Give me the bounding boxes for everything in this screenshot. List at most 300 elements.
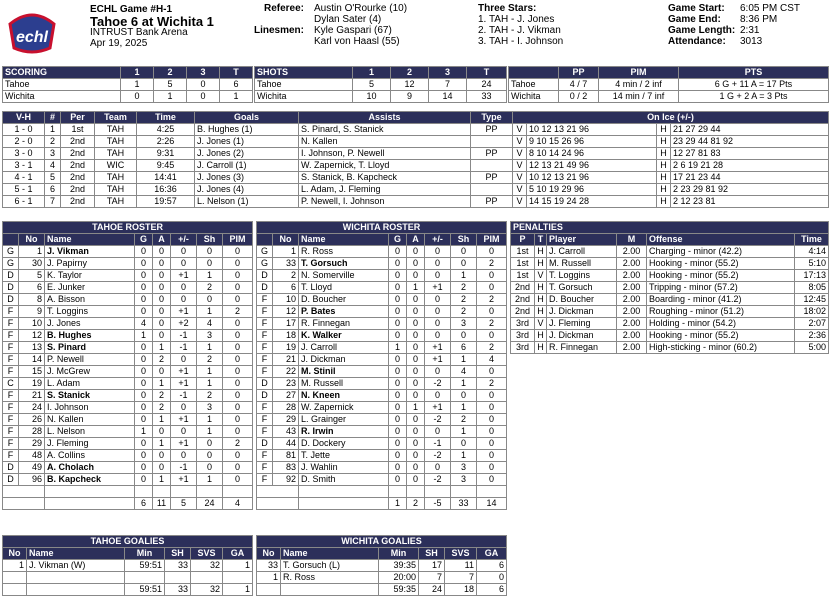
- table-cell: D: [3, 270, 19, 282]
- table-cell: PP: [471, 196, 513, 208]
- roster-row: [3, 342, 253, 354]
- table-cell: M. Stinil: [299, 366, 389, 378]
- table-cell: 2: [451, 282, 477, 294]
- table-cell: Holding - minor (54.2): [647, 318, 795, 330]
- table-cell: F: [257, 462, 273, 474]
- table-cell: 0: [135, 246, 153, 258]
- table-cell: 0: [477, 438, 507, 450]
- table-cell: Wichita: [3, 91, 121, 103]
- table-cell: 1: [389, 342, 407, 354]
- goal-row: [3, 148, 829, 160]
- table-cell: J. Vikman (W): [27, 560, 125, 572]
- table-cell: 12 13 21 49 96: [527, 160, 657, 172]
- column-header: SVS: [191, 548, 223, 560]
- table-cell: 0: [477, 390, 507, 402]
- table-cell: 0: [153, 306, 171, 318]
- column-header: [509, 67, 559, 79]
- table-cell: R. Ross: [299, 246, 389, 258]
- table-cell: 1: [197, 414, 223, 426]
- referee-1: Austin O'Rourke (10): [314, 3, 408, 14]
- table-cell: F: [257, 450, 273, 462]
- table-cell: +2: [171, 318, 197, 330]
- table-cell: 1st: [511, 258, 535, 270]
- table-cell: 43: [273, 426, 299, 438]
- table-cell: 2.00: [617, 306, 647, 318]
- table-cell: P. Newell: [45, 354, 135, 366]
- table-cell: D: [257, 438, 273, 450]
- table-cell: 0: [425, 426, 451, 438]
- table-cell: T. Loggins: [547, 270, 617, 282]
- roster-row: [257, 450, 507, 462]
- table-cell: 20:00: [379, 572, 419, 584]
- table-cell: 0: [389, 270, 407, 282]
- table-cell: 0: [153, 246, 171, 258]
- table-cell: N. Kallen: [45, 414, 135, 426]
- table-cell: D: [3, 294, 19, 306]
- table-cell: L. Nelson: [45, 426, 135, 438]
- column-header: Name: [281, 548, 379, 560]
- table-cell: 0: [407, 462, 425, 474]
- table-cell: V: [513, 124, 527, 136]
- roster-row: [257, 258, 507, 270]
- table-cell: 0: [187, 91, 220, 103]
- column-header: 3: [429, 67, 467, 79]
- column-header: Player: [547, 234, 617, 246]
- tahoe-goalies-title: TAHOE GOALIES: [3, 536, 253, 548]
- table-cell: 0: [223, 474, 253, 486]
- table-cell: 2: [451, 294, 477, 306]
- totals-cell: 2: [407, 498, 425, 510]
- table-cell: 0: [477, 366, 507, 378]
- table-cell: 81: [273, 450, 299, 462]
- table-cell: D. Smith: [299, 474, 389, 486]
- column-header: Goals: [195, 112, 299, 124]
- table-cell: +1: [425, 402, 451, 414]
- table-cell: TAH: [95, 184, 137, 196]
- roster-row: [257, 270, 507, 282]
- table-cell: 21 27 29 44: [671, 124, 829, 136]
- table-cell: 32: [191, 560, 223, 572]
- table-cell: 0: [425, 294, 451, 306]
- table-cell: 1: [257, 572, 281, 584]
- shots-table: [254, 66, 507, 103]
- table-cell: 8: [19, 294, 45, 306]
- table-cell: 5: [154, 79, 187, 91]
- table-cell: [3, 498, 45, 510]
- table-cell: J. Fleming: [547, 318, 617, 330]
- table-cell: 17: [419, 560, 445, 572]
- table-cell: +1: [171, 366, 197, 378]
- table-cell: J. Dickman: [547, 306, 617, 318]
- table-cell: 0: [407, 450, 425, 462]
- column-header: T: [467, 67, 507, 79]
- table-cell: B. Hughes (1): [195, 124, 299, 136]
- goal-row: [3, 124, 829, 136]
- table-cell: P. Newell, I. Johnson: [299, 196, 471, 208]
- table-cell: 2: [197, 354, 223, 366]
- column-header: SVS: [445, 548, 477, 560]
- goal-row: [3, 160, 829, 172]
- table-cell: 5: [45, 172, 61, 184]
- table-cell: 2nd: [61, 160, 95, 172]
- table-cell: -2: [425, 414, 451, 426]
- table-cell: N. Kneen: [299, 390, 389, 402]
- table-cell: 0: [223, 258, 253, 270]
- table-cell: +1: [171, 438, 197, 450]
- table-cell: 96: [19, 474, 45, 486]
- column-header: 2: [154, 67, 187, 79]
- totals-cell: 59:51: [125, 584, 165, 596]
- table-cell: H: [535, 246, 547, 258]
- table-cell: 0: [477, 414, 507, 426]
- table-cell: 6: [451, 342, 477, 354]
- table-cell: 0: [477, 306, 507, 318]
- table-cell: 2:36: [795, 330, 829, 342]
- table-cell: [165, 572, 191, 584]
- column-header: Team: [95, 112, 137, 124]
- table-cell: 3rd: [511, 330, 535, 342]
- table-cell: 6 G + 11 A = 17 Pts: [679, 79, 829, 91]
- table-cell: 0: [389, 282, 407, 294]
- table-cell: F: [3, 426, 19, 438]
- referee-2: Dylan Sater (4): [314, 14, 382, 25]
- table-cell: [451, 486, 477, 498]
- table-cell: 2:07: [795, 318, 829, 330]
- table-cell: 2: [477, 342, 507, 354]
- table-cell: 1: [197, 306, 223, 318]
- penalty-row: [511, 270, 829, 282]
- column-header: Min: [379, 548, 419, 560]
- table-cell: 1: [197, 366, 223, 378]
- table-cell: 14: [19, 354, 45, 366]
- table-cell: T. Gorsuch (L): [281, 560, 379, 572]
- table-cell: D: [3, 282, 19, 294]
- roster-row: [257, 390, 507, 402]
- table-cell: 0: [171, 450, 197, 462]
- table-cell: D: [257, 282, 273, 294]
- table-cell: 1: [197, 342, 223, 354]
- table-cell: 1st: [511, 270, 535, 282]
- roster-row: [3, 414, 253, 426]
- table-cell: 1st: [61, 124, 95, 136]
- table-cell: 21: [19, 390, 45, 402]
- table-cell: 1: [220, 91, 253, 103]
- table-cell: 1: [273, 246, 299, 258]
- table-cell: [191, 572, 223, 584]
- table-cell: L. Nelson (1): [195, 196, 299, 208]
- table-cell: 9: [391, 91, 429, 103]
- table-cell: TAH: [95, 136, 137, 148]
- table-cell: 0: [389, 306, 407, 318]
- table-cell: Hooking - minor (55.2): [647, 270, 795, 282]
- table-cell: D. Dockery: [299, 438, 389, 450]
- penalty-row: [511, 258, 829, 270]
- table-cell: 10 12 13 21 96: [527, 172, 657, 184]
- table-cell: 15: [19, 366, 45, 378]
- table-cell: +1: [425, 354, 451, 366]
- table-cell: 0: [135, 294, 153, 306]
- roster-row: [3, 426, 253, 438]
- table-cell: [471, 160, 513, 172]
- table-cell: 2: [477, 258, 507, 270]
- table-cell: 0: [389, 450, 407, 462]
- table-cell: T. Jette: [299, 450, 389, 462]
- table-cell: 1: [154, 91, 187, 103]
- table-cell: 0: [477, 462, 507, 474]
- table-cell: 19: [19, 378, 45, 390]
- column-header: SH: [165, 548, 191, 560]
- table-cell: 2: [477, 318, 507, 330]
- table-cell: 2 23 29 81 92: [671, 184, 829, 196]
- table-cell: 6: [477, 560, 507, 572]
- table-cell: J. Carroll: [299, 342, 389, 354]
- roster-row: [3, 354, 253, 366]
- svg-text:echl: echl: [15, 29, 49, 46]
- table-cell: 2nd: [61, 172, 95, 184]
- table-cell: S. Pinard: [45, 342, 135, 354]
- roster-row: [257, 462, 507, 474]
- table-row: [255, 91, 507, 103]
- table-cell: Boarding - minor (41.2): [647, 294, 795, 306]
- table-cell: 0: [153, 294, 171, 306]
- table-cell: 2nd: [511, 306, 535, 318]
- table-cell: L. Adam, J. Fleming: [299, 184, 471, 196]
- table-cell: 23 29 44 81 92: [671, 136, 829, 148]
- roster-row: [3, 306, 253, 318]
- echl-logo-icon: [4, 4, 60, 56]
- roster-row: [3, 270, 253, 282]
- table-cell: +1: [425, 342, 451, 354]
- table-cell: 0: [223, 462, 253, 474]
- table-cell: D: [257, 270, 273, 282]
- table-cell: 0: [135, 306, 153, 318]
- table-cell: 29: [273, 414, 299, 426]
- roster-row: [3, 378, 253, 390]
- linesmen-label: Linesmen:: [253, 25, 304, 36]
- table-cell: 0: [425, 390, 451, 402]
- goal-row: [3, 172, 829, 184]
- table-cell: 9: [19, 306, 45, 318]
- totals-cell: 32: [191, 584, 223, 596]
- table-cell: 2: [451, 414, 477, 426]
- table-cell: F: [257, 330, 273, 342]
- penalty-row: [511, 318, 829, 330]
- table-cell: 0: [135, 366, 153, 378]
- table-cell: 5: [353, 79, 391, 91]
- table-cell: M. Russell: [299, 378, 389, 390]
- table-cell: 4:25: [137, 124, 195, 136]
- penalty-row: [511, 282, 829, 294]
- table-cell: 0: [407, 414, 425, 426]
- table-cell: Charging - minor (42.2): [647, 246, 795, 258]
- table-cell: 0: [389, 414, 407, 426]
- table-cell: 1: [451, 354, 477, 366]
- table-cell: 0: [407, 366, 425, 378]
- table-cell: 4 min / 2 inf: [599, 79, 679, 91]
- table-cell: 0: [171, 294, 197, 306]
- table-cell: 0: [425, 306, 451, 318]
- table-cell: TAH: [95, 196, 137, 208]
- table-cell: G: [3, 246, 19, 258]
- table-cell: 0: [389, 426, 407, 438]
- table-cell: 1 G + 2 A = 3 Pts: [679, 91, 829, 103]
- table-cell: F: [257, 402, 273, 414]
- table-cell: 1: [45, 124, 61, 136]
- shots-header: [255, 67, 507, 79]
- table-row: [3, 79, 253, 91]
- table-cell: 5: [19, 270, 45, 282]
- table-cell: 23: [273, 378, 299, 390]
- column-header: Time: [137, 112, 195, 124]
- table-cell: 1: [153, 378, 171, 390]
- column-header: Time: [795, 234, 829, 246]
- roster-row: [257, 426, 507, 438]
- table-cell: 12: [19, 330, 45, 342]
- table-cell: 0: [197, 258, 223, 270]
- table-cell: 2 - 0: [3, 136, 45, 148]
- table-cell: 2nd: [61, 136, 95, 148]
- table-cell: 2nd: [511, 282, 535, 294]
- table-cell: 0: [223, 318, 253, 330]
- table-cell: I. Johnson: [45, 402, 135, 414]
- column-header: No: [273, 234, 299, 246]
- table-cell: 29: [19, 438, 45, 450]
- table-cell: 83: [273, 462, 299, 474]
- table-cell: 1: [135, 426, 153, 438]
- table-cell: 7: [445, 572, 477, 584]
- table-cell: -1: [171, 330, 197, 342]
- table-cell: 7: [45, 196, 61, 208]
- table-cell: 0: [407, 378, 425, 390]
- roster-row: [3, 462, 253, 474]
- table-cell: 1: [153, 474, 171, 486]
- table-cell: [407, 486, 425, 498]
- column-header: PIM: [599, 67, 679, 79]
- table-cell: 4: [135, 318, 153, 330]
- table-cell: 0: [407, 294, 425, 306]
- table-cell: F: [3, 342, 19, 354]
- table-cell: 0: [425, 330, 451, 342]
- table-cell: 4 - 1: [3, 172, 45, 184]
- table-cell: 2.00: [617, 342, 647, 354]
- table-cell: A. Collins: [45, 450, 135, 462]
- table-cell: 2: [197, 390, 223, 402]
- table-cell: 11: [445, 560, 477, 572]
- wichita-roster-header: [257, 234, 507, 246]
- table-cell: T. Lloyd: [299, 282, 389, 294]
- table-cell: 0: [451, 246, 477, 258]
- totals-label: [45, 498, 135, 510]
- column-header: Type: [471, 112, 513, 124]
- table-cell: 0: [389, 318, 407, 330]
- table-cell: [223, 572, 253, 584]
- totals-label: [27, 584, 125, 596]
- roster-row: [257, 294, 507, 306]
- table-cell: V: [535, 318, 547, 330]
- table-cell: -1: [171, 342, 197, 354]
- game-number: ECHL Game #H-1: [90, 4, 173, 15]
- table-cell: [257, 486, 299, 498]
- table-cell: 0: [153, 318, 171, 330]
- table-cell: J. Jones (3): [195, 172, 299, 184]
- roster-row: [3, 258, 253, 270]
- table-cell: 10: [19, 318, 45, 330]
- table-cell: J. McGrew: [45, 366, 135, 378]
- table-cell: 0: [135, 282, 153, 294]
- game-start: 6:05 PM CST: [740, 3, 801, 14]
- table-cell: 0: [121, 91, 154, 103]
- table-cell: 2: [451, 306, 477, 318]
- table-cell: F: [3, 330, 19, 342]
- table-cell: TAH: [95, 124, 137, 136]
- table-cell: -1: [425, 438, 451, 450]
- table-cell: 24: [467, 79, 507, 91]
- table-cell: 2.00: [617, 270, 647, 282]
- table-cell: 1: [153, 414, 171, 426]
- table-cell: 0: [223, 366, 253, 378]
- table-cell: Tahoe: [3, 79, 121, 91]
- table-cell: F: [3, 450, 19, 462]
- table-cell: 2 12 23 81: [671, 196, 829, 208]
- table-cell: 14: [429, 91, 467, 103]
- table-cell: D: [3, 474, 19, 486]
- table-cell: J. Jones (4): [195, 184, 299, 196]
- table-cell: F: [3, 390, 19, 402]
- table-cell: -2: [425, 474, 451, 486]
- game-start-label: Game Start:: [668, 3, 725, 14]
- table-cell: H: [657, 160, 671, 172]
- table-cell: B. Hughes: [45, 330, 135, 342]
- column-header: Name: [27, 548, 125, 560]
- table-cell: 0: [153, 462, 171, 474]
- totals-cell: 24: [197, 498, 223, 510]
- table-cell: 5:00: [795, 342, 829, 354]
- table-cell: WIC: [95, 160, 137, 172]
- column-header: GA: [223, 548, 253, 560]
- table-cell: J. Papirny: [45, 258, 135, 270]
- table-cell: F: [3, 366, 19, 378]
- table-cell: 0: [223, 450, 253, 462]
- totals-row: [257, 498, 507, 510]
- table-cell: 0: [407, 318, 425, 330]
- table-cell: F: [257, 366, 273, 378]
- table-cell: 4: [45, 160, 61, 172]
- table-cell: 2.00: [617, 294, 647, 306]
- table-cell: 1: [121, 79, 154, 91]
- table-cell: 2.00: [617, 258, 647, 270]
- column-header: G: [389, 234, 407, 246]
- table-cell: 6 - 1: [3, 196, 45, 208]
- column-header: PTS: [679, 67, 829, 79]
- table-cell: 2: [477, 294, 507, 306]
- table-cell: [389, 486, 407, 498]
- tahoe-roster-header: [3, 234, 253, 246]
- column-header: T: [220, 67, 253, 79]
- table-cell: 0: [407, 342, 425, 354]
- table-cell: 1: [451, 378, 477, 390]
- table-cell: 33: [467, 91, 507, 103]
- table-cell: T. Loggins: [45, 306, 135, 318]
- table-cell: 0: [389, 438, 407, 450]
- table-cell: 0: [407, 354, 425, 366]
- table-cell: 0: [171, 402, 197, 414]
- table-cell: G: [3, 258, 19, 270]
- goals-table: [2, 111, 829, 208]
- table-cell: 0: [223, 402, 253, 414]
- table-cell: 0: [451, 330, 477, 342]
- table-cell: 3: [451, 318, 477, 330]
- table-cell: +1: [171, 306, 197, 318]
